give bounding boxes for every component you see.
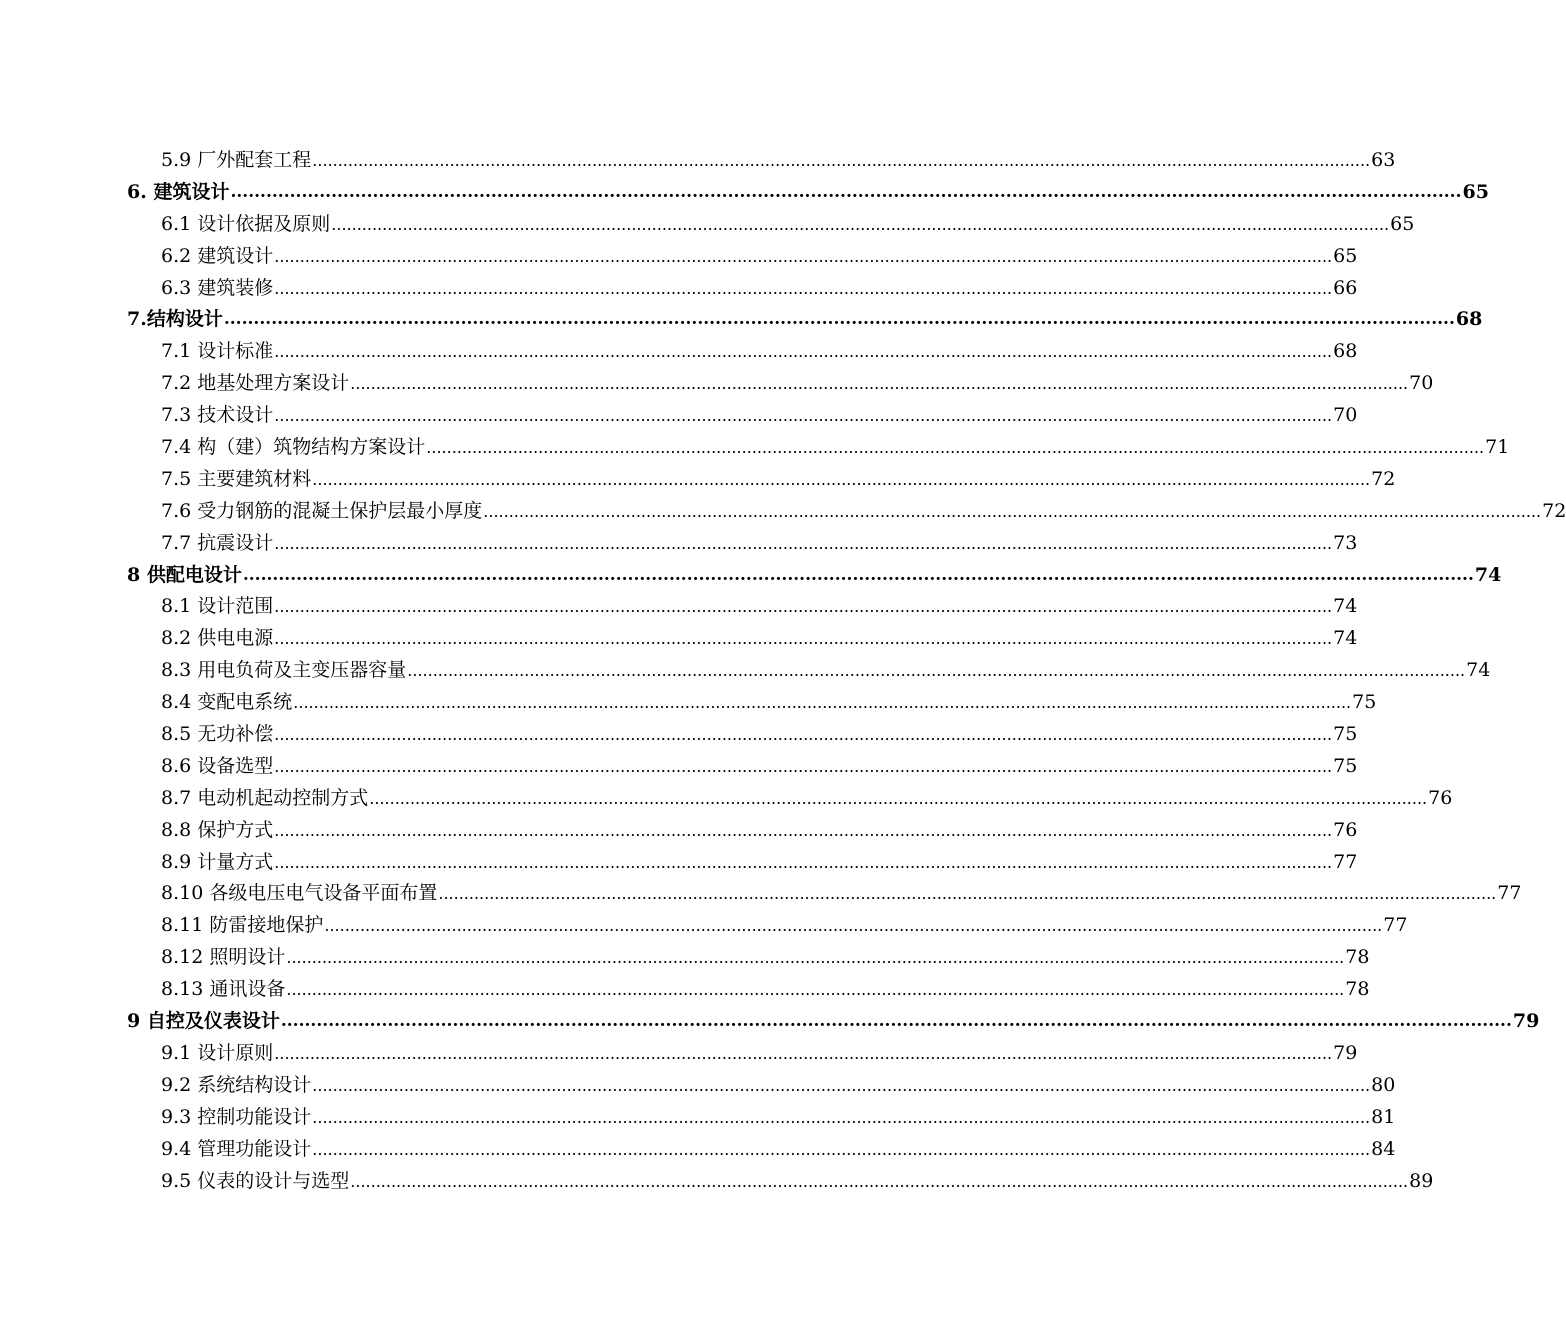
toc-dot-leader: ................................................................................................................................................................................................................ xyxy=(312,1075,1371,1095)
toc-section-entry[interactable] xyxy=(161,368,1434,400)
toc-entry-page-number: 65 xyxy=(1333,244,1358,267)
toc-entry-page-number: 63 xyxy=(1371,149,1396,171)
toc-dot-leader: ................................................................................................................................................................................................................ xyxy=(293,693,1352,713)
toc-dot-leader: ................................................................................................................................................................................................................ xyxy=(312,1139,1371,1159)
toc-entry-title: 8.3 用电负荷及主变压器容量 xyxy=(161,655,406,687)
toc-section-entry[interactable] xyxy=(161,336,1358,368)
toc-dot-leader: ................................................................................................................................................................................................................ xyxy=(369,788,1428,808)
toc-entry-page-number: 77 xyxy=(1497,882,1522,905)
toc-entry-page-number: 77 xyxy=(1383,914,1408,937)
toc-entry-page-number: 70 xyxy=(1409,372,1434,395)
toc-section-entry[interactable] xyxy=(161,145,1396,177)
toc-entry-page-number: 72 xyxy=(1371,467,1396,490)
toc-entry-page-number: 75 xyxy=(1333,723,1358,746)
toc-entry-page-number: 80 xyxy=(1371,1073,1396,1096)
toc-dot-leader: ................................................................................................................................................................................................................ xyxy=(223,309,1455,330)
toc-entry-title: 9.5 仪表的设计与选型 xyxy=(161,1166,349,1198)
toc-dot-leader: ................................................................................................................................................................................................................ xyxy=(274,725,1333,745)
toc-chapter-entry[interactable] xyxy=(127,560,1502,592)
toc-dot-leader: ................................................................................................................................................................................................................ xyxy=(286,948,1345,968)
table-of-contents xyxy=(0,145,1566,1197)
toc-dot-leader: ................................................................................................................................................................................................................ xyxy=(274,852,1333,872)
toc-entry-title: 8.1 设计范围 xyxy=(161,591,273,623)
toc-section-entry[interactable] xyxy=(161,847,1358,879)
toc-entry-page-number: 75 xyxy=(1333,754,1358,777)
toc-section-entry[interactable] xyxy=(161,942,1370,974)
toc-entry-title: 6.2 建筑设计 xyxy=(161,241,273,273)
toc-entry-page-number: 74 xyxy=(1474,563,1502,586)
toc-section-entry[interactable] xyxy=(161,496,1566,528)
toc-entry-title: 9.2 系统结构设计 xyxy=(161,1070,311,1102)
toc-entry-title: 7.7 抗震设计 xyxy=(161,528,273,560)
toc-entry-title: 7.6 受力钢筋的混凝土保护层最小厚度 xyxy=(161,496,482,528)
toc-section-entry[interactable] xyxy=(161,1134,1396,1166)
toc-entry-title: 6.1 设计依据及原则 xyxy=(161,209,330,241)
toc-entry-page-number: 74 xyxy=(1466,659,1491,682)
toc-section-entry[interactable] xyxy=(161,783,1453,815)
toc-dot-leader: ................................................................................................................................................................................................................ xyxy=(274,1043,1333,1063)
toc-dot-leader: ................................................................................................................................................................................................................ xyxy=(483,501,1542,521)
toc-entry-title: 8.13 通讯设备 xyxy=(161,974,285,1006)
toc-dot-leader: ................................................................................................................................................................................................................ xyxy=(230,181,1462,202)
toc-section-entry[interactable] xyxy=(161,655,1491,687)
toc-section-entry[interactable] xyxy=(161,623,1358,655)
toc-entry-title: 9.3 控制功能设计 xyxy=(161,1102,311,1134)
toc-entry-title: 9 自控及仪表设计 xyxy=(127,1006,280,1038)
toc-entry-title: 7.4 构（建）筑物结构方案设计 xyxy=(161,432,425,464)
toc-dot-leader: ................................................................................................................................................................................................................ xyxy=(274,597,1333,617)
toc-entry-page-number: 74 xyxy=(1333,627,1358,650)
toc-entry-page-number: 68 xyxy=(1455,308,1483,331)
toc-entry-title: 8.4 变配电系统 xyxy=(161,687,292,719)
toc-dot-leader: ................................................................................................................................................................................................................ xyxy=(350,374,1409,394)
toc-dot-leader: ................................................................................................................................................................................................................ xyxy=(274,406,1333,426)
toc-entry-page-number: 76 xyxy=(1428,786,1453,809)
toc-entry-title: 7.5 主要建筑材料 xyxy=(161,464,311,496)
toc-dot-leader: ................................................................................................................................................................................................................ xyxy=(350,1171,1409,1191)
toc-entry-page-number: 81 xyxy=(1371,1105,1396,1128)
toc-section-entry[interactable] xyxy=(161,464,1396,496)
toc-entry-title: 7.3 技术设计 xyxy=(161,400,273,432)
toc-dot-leader: ................................................................................................................................................................................................................ xyxy=(407,661,1466,681)
toc-entry-title: 8.5 无功补偿 xyxy=(161,719,273,751)
toc-entry-page-number: 66 xyxy=(1333,276,1358,299)
toc-section-entry[interactable] xyxy=(161,815,1358,847)
toc-entry-page-number: 78 xyxy=(1345,946,1370,969)
toc-dot-leader: ................................................................................................................................................................................................................ xyxy=(438,884,1497,904)
toc-entry-page-number: 77 xyxy=(1333,850,1358,873)
toc-entry-title: 8.9 计量方式 xyxy=(161,847,273,879)
toc-dot-leader: ................................................................................................................................................................................................................ xyxy=(242,564,1474,585)
toc-entry-page-number: 78 xyxy=(1345,978,1370,1001)
toc-entry-page-number: 70 xyxy=(1333,404,1358,427)
toc-section-entry[interactable] xyxy=(161,1102,1396,1134)
toc-section-entry[interactable] xyxy=(161,528,1358,560)
toc-entry-title: 9.1 设计原则 xyxy=(161,1038,273,1070)
toc-entry-page-number: 76 xyxy=(1333,818,1358,841)
toc-entry-title: 8.6 设备选型 xyxy=(161,751,273,783)
toc-section-entry[interactable] xyxy=(161,910,1408,942)
toc-dot-leader: ................................................................................................................................................................................................................ xyxy=(286,980,1345,1000)
toc-entry-title: 7.1 设计标准 xyxy=(161,336,273,368)
toc-dot-leader: ................................................................................................................................................................................................................ xyxy=(274,342,1333,362)
toc-entry-title: 7.结构设计 xyxy=(127,304,223,336)
toc-entry-title: 8.12 照明设计 xyxy=(161,942,285,974)
toc-section-entry[interactable] xyxy=(161,719,1358,751)
toc-entry-title: 8.2 供电电源 xyxy=(161,623,273,655)
toc-chapter-entry[interactable] xyxy=(127,177,1489,209)
toc-entry-page-number: 79 xyxy=(1333,1041,1358,1064)
toc-dot-leader: ................................................................................................................................................................................................................ xyxy=(274,629,1333,649)
toc-entry-title: 6. 建筑设计 xyxy=(127,177,229,209)
toc-section-entry[interactable] xyxy=(161,751,1358,783)
toc-section-entry[interactable] xyxy=(161,1070,1396,1102)
toc-section-entry[interactable] xyxy=(161,432,1510,464)
toc-entry-title: 8.8 保护方式 xyxy=(161,815,273,847)
toc-section-entry[interactable] xyxy=(161,273,1358,305)
toc-entry-page-number: 72 xyxy=(1542,499,1566,522)
toc-dot-leader: ................................................................................................................................................................................................................ xyxy=(312,1107,1371,1127)
toc-dot-leader: ................................................................................................................................................................................................................ xyxy=(274,756,1333,776)
toc-entry-title: 6.3 建筑装修 xyxy=(161,273,273,305)
toc-chapter-entry[interactable] xyxy=(127,304,1483,336)
toc-dot-leader: ................................................................................................................................................................................................................ xyxy=(312,469,1371,489)
toc-entry-page-number: 74 xyxy=(1333,595,1358,618)
toc-section-entry[interactable] xyxy=(161,209,1415,241)
toc-entry-page-number: 68 xyxy=(1333,340,1358,363)
toc-section-entry[interactable] xyxy=(161,1166,1434,1198)
toc-dot-leader: ................................................................................................................................................................................................................ xyxy=(274,278,1333,298)
toc-entry-title: 8 供配电设计 xyxy=(127,560,242,592)
toc-entry-page-number: 75 xyxy=(1352,691,1377,714)
toc-section-entry[interactable] xyxy=(161,1038,1358,1070)
toc-dot-leader: ................................................................................................................................................................................................................ xyxy=(274,246,1333,266)
toc-entry-page-number: 71 xyxy=(1485,436,1510,459)
toc-section-entry[interactable] xyxy=(161,687,1377,719)
toc-dot-leader: ................................................................................................................................................................................................................ xyxy=(280,1011,1512,1032)
toc-dot-leader: ................................................................................................................................................................................................................ xyxy=(331,214,1390,234)
toc-section-entry[interactable] xyxy=(161,400,1358,432)
toc-entry-page-number: 65 xyxy=(1390,212,1415,235)
toc-entry-page-number: 84 xyxy=(1371,1137,1396,1160)
toc-dot-leader: ................................................................................................................................................................................................................ xyxy=(426,438,1485,458)
toc-entry-title: 9.4 管理功能设计 xyxy=(161,1134,311,1166)
toc-entry-title: 7.2 地基处理方案设计 xyxy=(161,368,349,400)
toc-entry-page-number: 89 xyxy=(1409,1169,1434,1192)
toc-section-entry[interactable] xyxy=(161,591,1358,623)
toc-section-entry[interactable] xyxy=(161,878,1522,910)
toc-dot-leader: ................................................................................................................................................................................................................ xyxy=(324,916,1383,936)
toc-section-entry[interactable] xyxy=(161,241,1358,273)
toc-entry-title: 8.10 各级电压电气设备平面布置 xyxy=(161,878,437,910)
toc-section-entry[interactable] xyxy=(161,974,1370,1006)
toc-entry-title: 8.11 防雷接地保护 xyxy=(161,910,323,942)
toc-chapter-entry[interactable] xyxy=(127,1006,1540,1038)
toc-entry-page-number: 73 xyxy=(1333,531,1358,554)
toc-entry-page-number: 65 xyxy=(1462,180,1489,203)
toc-entry-title: 5.9 厂外配套工程 xyxy=(161,145,311,177)
toc-dot-leader: ................................................................................................................................................................................................................ xyxy=(274,820,1333,840)
toc-dot-leader: ................................................................................................................................................................................................................ xyxy=(274,533,1333,553)
toc-entry-title: 8.7 电动机起动控制方式 xyxy=(161,783,368,815)
toc-dot-leader: ................................................................................................................................................................................................................ xyxy=(312,151,1371,170)
toc-entry-page-number: 79 xyxy=(1512,1010,1540,1033)
